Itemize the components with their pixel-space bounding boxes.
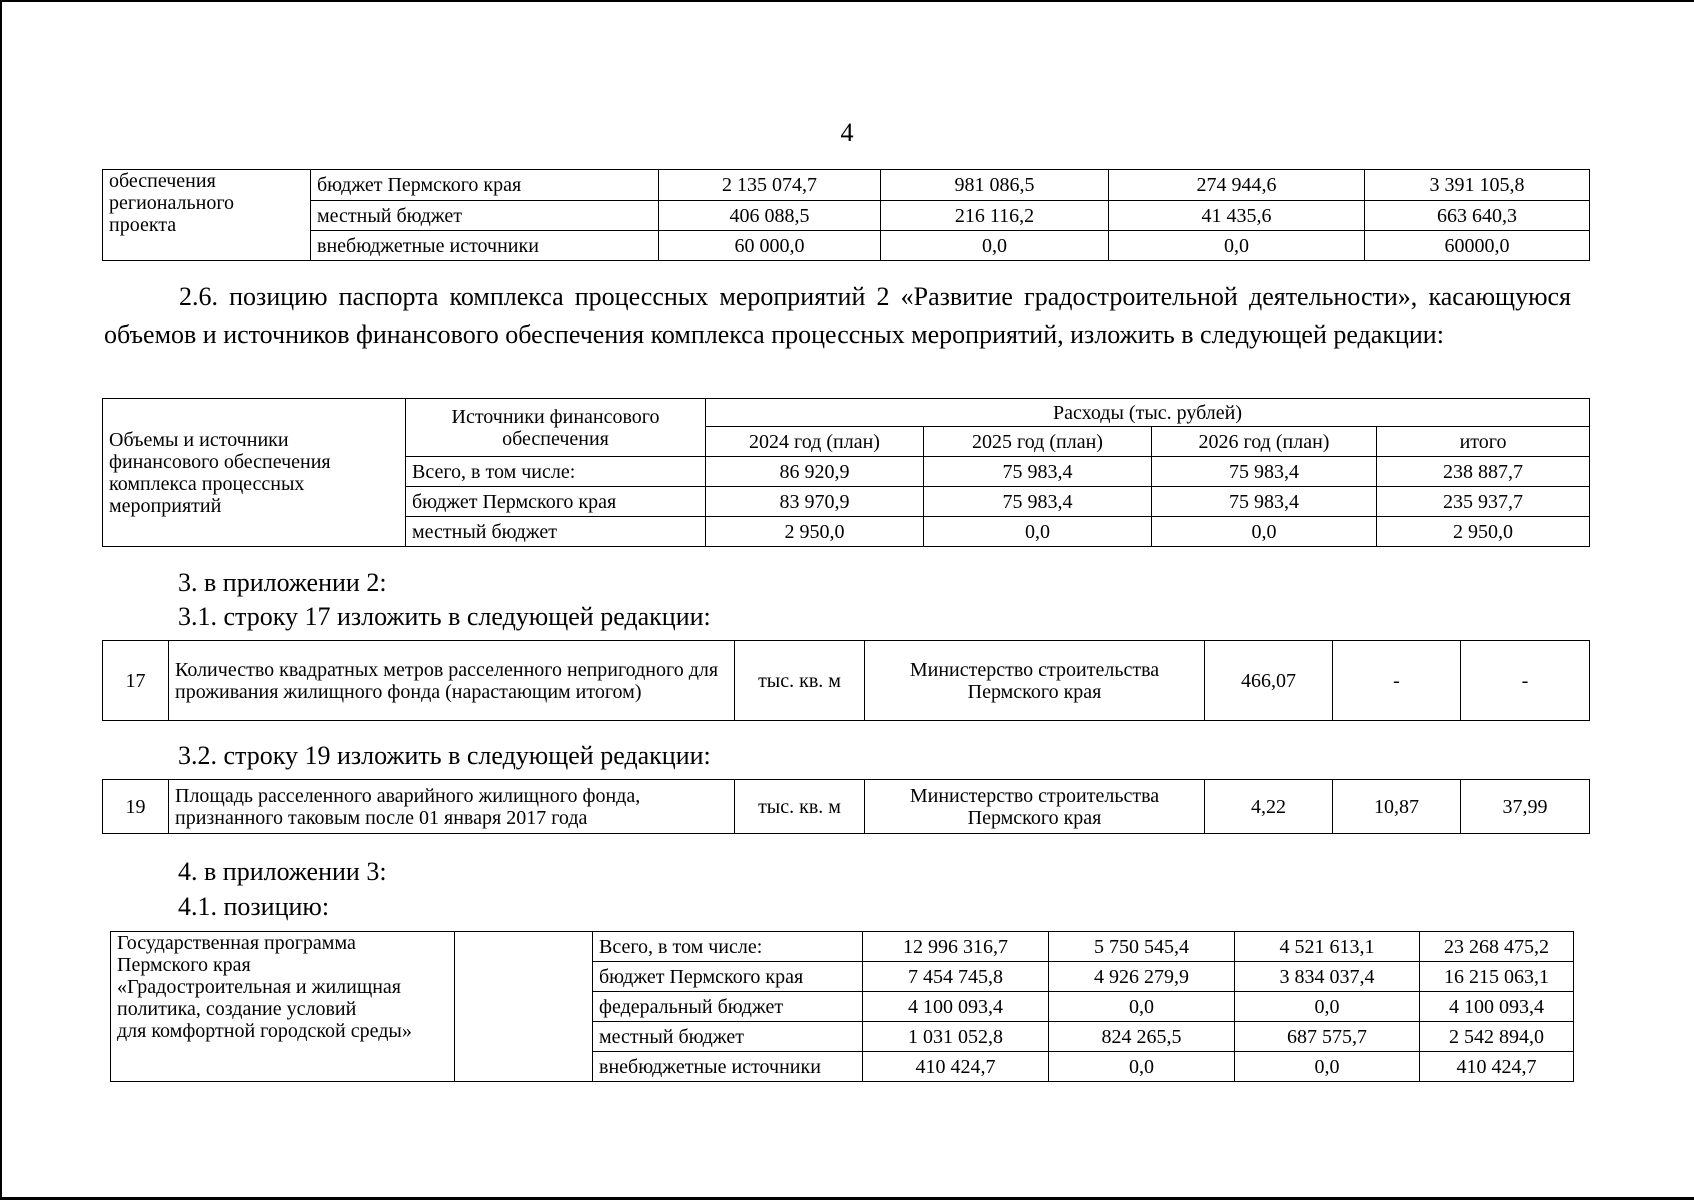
table2-cell: 86 920,9 (706, 457, 924, 487)
table2-expenses-header: Расходы (тыс. рублей) (706, 399, 1590, 427)
table2-source: бюджет Пермского края (406, 487, 706, 517)
paragraph-4-1: 4.1. позицию: (178, 892, 330, 921)
table2-cell: 0,0 (924, 517, 1152, 547)
table2-cell: 2 950,0 (706, 517, 924, 547)
table5-cell: 0,0 (1049, 1052, 1235, 1082)
table4-num: 19 (103, 780, 169, 834)
table3-value: - (1333, 641, 1461, 721)
table5-cell: 0,0 (1049, 992, 1235, 1022)
table5-source: местный бюджет (593, 1022, 863, 1052)
table2-year-header: итого (1377, 427, 1590, 457)
scan-edge-top (0, 0, 1694, 2)
table2-cell: 83 970,9 (706, 487, 924, 517)
table1-source: местный бюджет (311, 201, 659, 231)
table5-cell: 3 834 037,4 (1235, 962, 1420, 992)
table5-cell: 7 454 745,8 (863, 962, 1049, 992)
indicator-row-19-table (102, 779, 1590, 834)
table3-unit: тыс. кв. м (735, 641, 865, 721)
process-measures-funding-table (102, 398, 1590, 547)
table1-cell: 0,0 (881, 231, 1109, 261)
table5-label: Государственная программа Пермского края «Градостроительная и жилищная политика, создание условий для комфортной городской среды» (111, 932, 455, 1082)
table5-cell: 410 424,7 (1420, 1052, 1574, 1082)
table1-cell: 216 116,2 (881, 201, 1109, 231)
paragraph-3: 3. в приложении 2: (178, 568, 387, 597)
table5-cell: 4 100 093,4 (863, 992, 1049, 1022)
table4-unit: тыс. кв. м (735, 780, 865, 834)
table1-cell: 274 944,6 (1109, 170, 1365, 201)
table1-cell: 3 391 105,8 (1365, 170, 1590, 201)
table5-cell: 12 996 316,7 (863, 932, 1049, 962)
scan-edge-left (0, 0, 2, 1200)
table4-org: Министерство строительства Пермского края (865, 780, 1205, 834)
table2-cell: 238 887,7 (1377, 457, 1590, 487)
table4-value: 37,99 (1461, 780, 1590, 834)
table5-cell: 687 575,7 (1235, 1022, 1420, 1052)
table5-cell: 410 424,7 (863, 1052, 1049, 1082)
table1-label: обеспечения регионального проекта (103, 170, 311, 261)
table1-cell: 2 135 074,7 (659, 170, 881, 201)
table1-cell: 41 435,6 (1109, 201, 1365, 231)
table5-source: федеральный бюджет (593, 992, 863, 1022)
table5-cell: 4 926 279,9 (1049, 962, 1235, 992)
table2-year-header: 2026 год (план) (1152, 427, 1377, 457)
table5-source: внебюджетные источники (593, 1052, 863, 1082)
table5-source: бюджет Пермского края (593, 962, 863, 992)
table5-cell: 0,0 (1235, 992, 1420, 1022)
table2-cell: 0,0 (1152, 517, 1377, 547)
table5-cell: 23 268 475,2 (1420, 932, 1574, 962)
table5-cell: 1 031 052,8 (863, 1022, 1049, 1052)
table5-cell: 0,0 (1235, 1052, 1420, 1082)
table2-year-header: 2025 год (план) (924, 427, 1152, 457)
table1-cell: 60 000,0 (659, 231, 881, 261)
state-program-funding-table (110, 931, 1574, 1082)
table2-cell: 75 983,4 (1152, 487, 1377, 517)
paragraph-3-1: 3.1. строку 17 изложить в следующей редакции: (178, 602, 711, 631)
table1-source: внебюджетные источники (311, 231, 659, 261)
table4-name: Площадь расселенного аварийного жилищного фонда, признанного таковым после 01 января 2017 года (169, 780, 735, 834)
table2-source: местный бюджет (406, 517, 706, 547)
table5-cell: 2 542 894,0 (1420, 1022, 1574, 1052)
table5-cell: 4 521 613,1 (1235, 932, 1420, 962)
table3-value: - (1461, 641, 1590, 721)
page-number: 4 (840, 118, 854, 147)
paragraph-3-2: 3.2. строку 19 изложить в следующей редакции: (178, 741, 711, 770)
table2-cell: 2 950,0 (1377, 517, 1590, 547)
table3-value: 466,07 (1205, 641, 1333, 721)
table1-source: бюджет Пермского края (311, 170, 659, 201)
table2-cell: 75 983,4 (924, 487, 1152, 517)
table3-num: 17 (103, 641, 169, 721)
indicator-row-17-table (102, 640, 1590, 721)
regional-project-funding-table (102, 169, 1590, 261)
table2-sources-header: Источники финансового обеспечения (406, 399, 706, 457)
table2-year-header: 2024 год (план) (706, 427, 924, 457)
table2-source: Всего, в том числе: (406, 457, 706, 487)
table5-cell: 4 100 093,4 (1420, 992, 1574, 1022)
table2-cell: 235 937,7 (1377, 487, 1590, 517)
table4-value: 4,22 (1205, 780, 1333, 834)
table1-cell: 663 640,3 (1365, 201, 1590, 231)
table4-value: 10,87 (1333, 780, 1461, 834)
table5-cell: 16 215 063,1 (1420, 962, 1574, 992)
paragraph-4: 4. в приложении 3: (178, 857, 387, 886)
table2-cell: 75 983,4 (924, 457, 1152, 487)
table2-cell: 75 983,4 (1152, 457, 1377, 487)
table5-empty-cell (455, 932, 593, 1082)
table1-cell: 981 086,5 (881, 170, 1109, 201)
table1-cell: 406 088,5 (659, 201, 881, 231)
paragraph-2-6: 2.6. позицию паспорта комплекса процессных мероприятий 2 «Развитие градостроительной деятельности», касающуюся объемов и источников финансового обеспечения комплекса процессных мероприятий, изложить в следующей редакции: (104, 282, 1571, 349)
table3-org: Министерство строительства Пермского края (865, 641, 1205, 721)
table3-name: Количество квадратных метров расселенного непригодного для проживания жилищного фонда (нарастающим итогом) (169, 641, 735, 721)
table1-cell: 60000,0 (1365, 231, 1590, 261)
table5-cell: 824 265,5 (1049, 1022, 1235, 1052)
table2-label: Объемы и источники финансового обеспечения комплекса процессных мероприятий (103, 399, 406, 547)
table1-cell: 0,0 (1109, 231, 1365, 261)
table5-cell: 5 750 545,4 (1049, 932, 1235, 962)
table5-source: Всего, в том числе: (593, 932, 863, 962)
